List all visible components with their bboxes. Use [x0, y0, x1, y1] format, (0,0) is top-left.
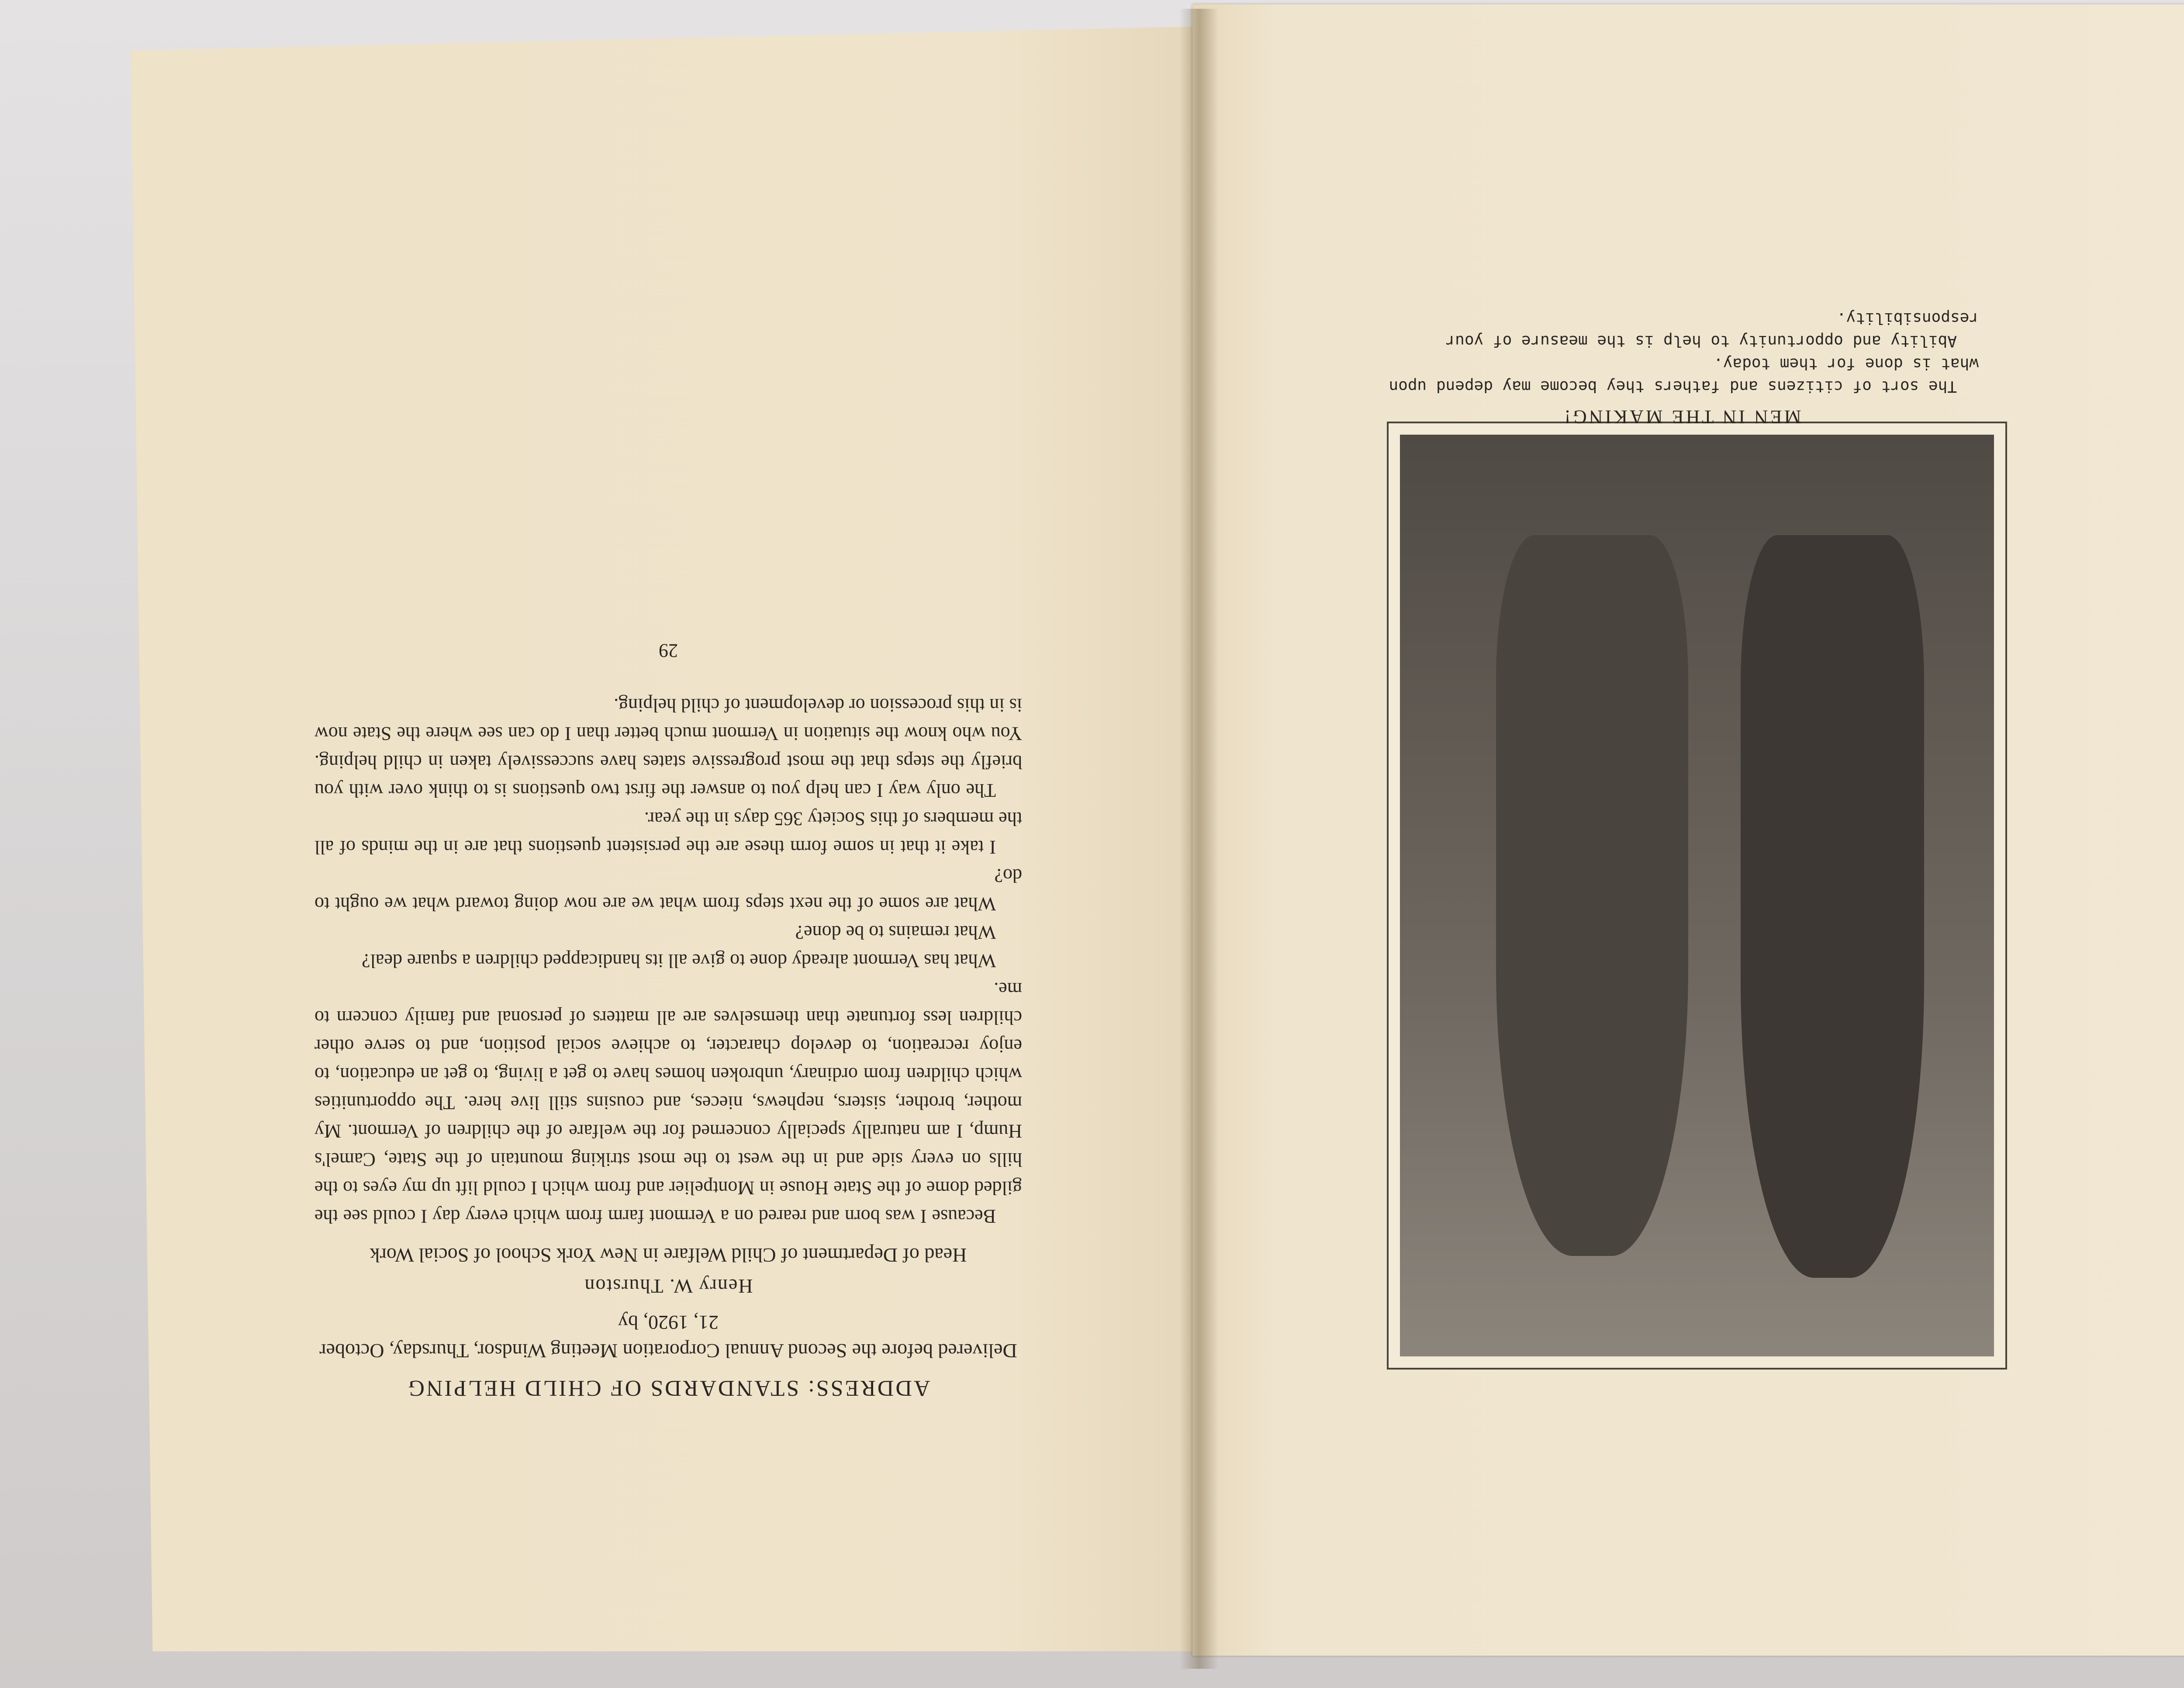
paragraph: The only way I can help you to answer the first two questions is to think over with you briefly the steps that the most progressive states have successively taken in child helping. You who know the situation in Vermont much better than I do can see where the State now is in this procession or development of child helping.	[314, 695, 1022, 801]
caption-title: MEN IN THE MAKING!	[1562, 406, 1801, 428]
paragraph: What has Vermont already done to give all its handicapped children a square deal?	[362, 950, 996, 972]
photo-caption	[1385, 271, 1979, 428]
page-number: 29	[659, 640, 678, 661]
boy-figure	[1741, 535, 1924, 1278]
paragraph: What are some of the next steps from what we are now doing toward what we ought to do?	[314, 865, 1022, 915]
paragraph: What remains to be done?	[795, 922, 996, 943]
address-text	[314, 406, 1022, 1402]
delivery-note: Delivered before the Second Annual Corporation Meeting Windsor, Thursday, October 21, 1920, by	[319, 1311, 1017, 1362]
book-gutter	[1179, 9, 1219, 1669]
photograph-two-boys	[1400, 435, 1994, 1356]
boy-figure	[1496, 535, 1688, 1256]
caption-paragraph: The sort of citizens and fathers they become may depend upon what is done for them today.	[1389, 355, 1979, 395]
author-name: Henry W. Thurston	[584, 1275, 753, 1297]
author-department: Head of Department of Child Welfare in New York School of Social Work	[370, 1244, 967, 1266]
paragraph: I take it that in some form these are the persistent questions that are in the minds of all the members of this Society 365 days in the year.	[314, 808, 1022, 858]
caption-paragraph: Ability and opportunity to help is the measure of your responsibility.	[1445, 309, 1979, 350]
photo-frame	[1387, 422, 2007, 1370]
paragraph: Because I was born and reared on a Vermont farm from which every day I could see the gilded dome of the State House in Montpelier and from which I could lift up my eyes to the hills on every side and in the west to the most striking mountain of the State, Camel's Hump, I am naturally specially concerned for the welfare of the children of Vermont. My mother, brother, sisters, nephews, nieces, and cousins still live here. The opportunities which children from ordinary, unbroken homes have to get a living, to get an education, to enjoy recreation, to develop character, to achieve social position, and to serve other children less fortunate than themselves are all matters of personal and family concern to me.	[314, 979, 1022, 1227]
address-title: ADDRESS: STANDARDS OF CHILD HELPING	[406, 1376, 930, 1401]
